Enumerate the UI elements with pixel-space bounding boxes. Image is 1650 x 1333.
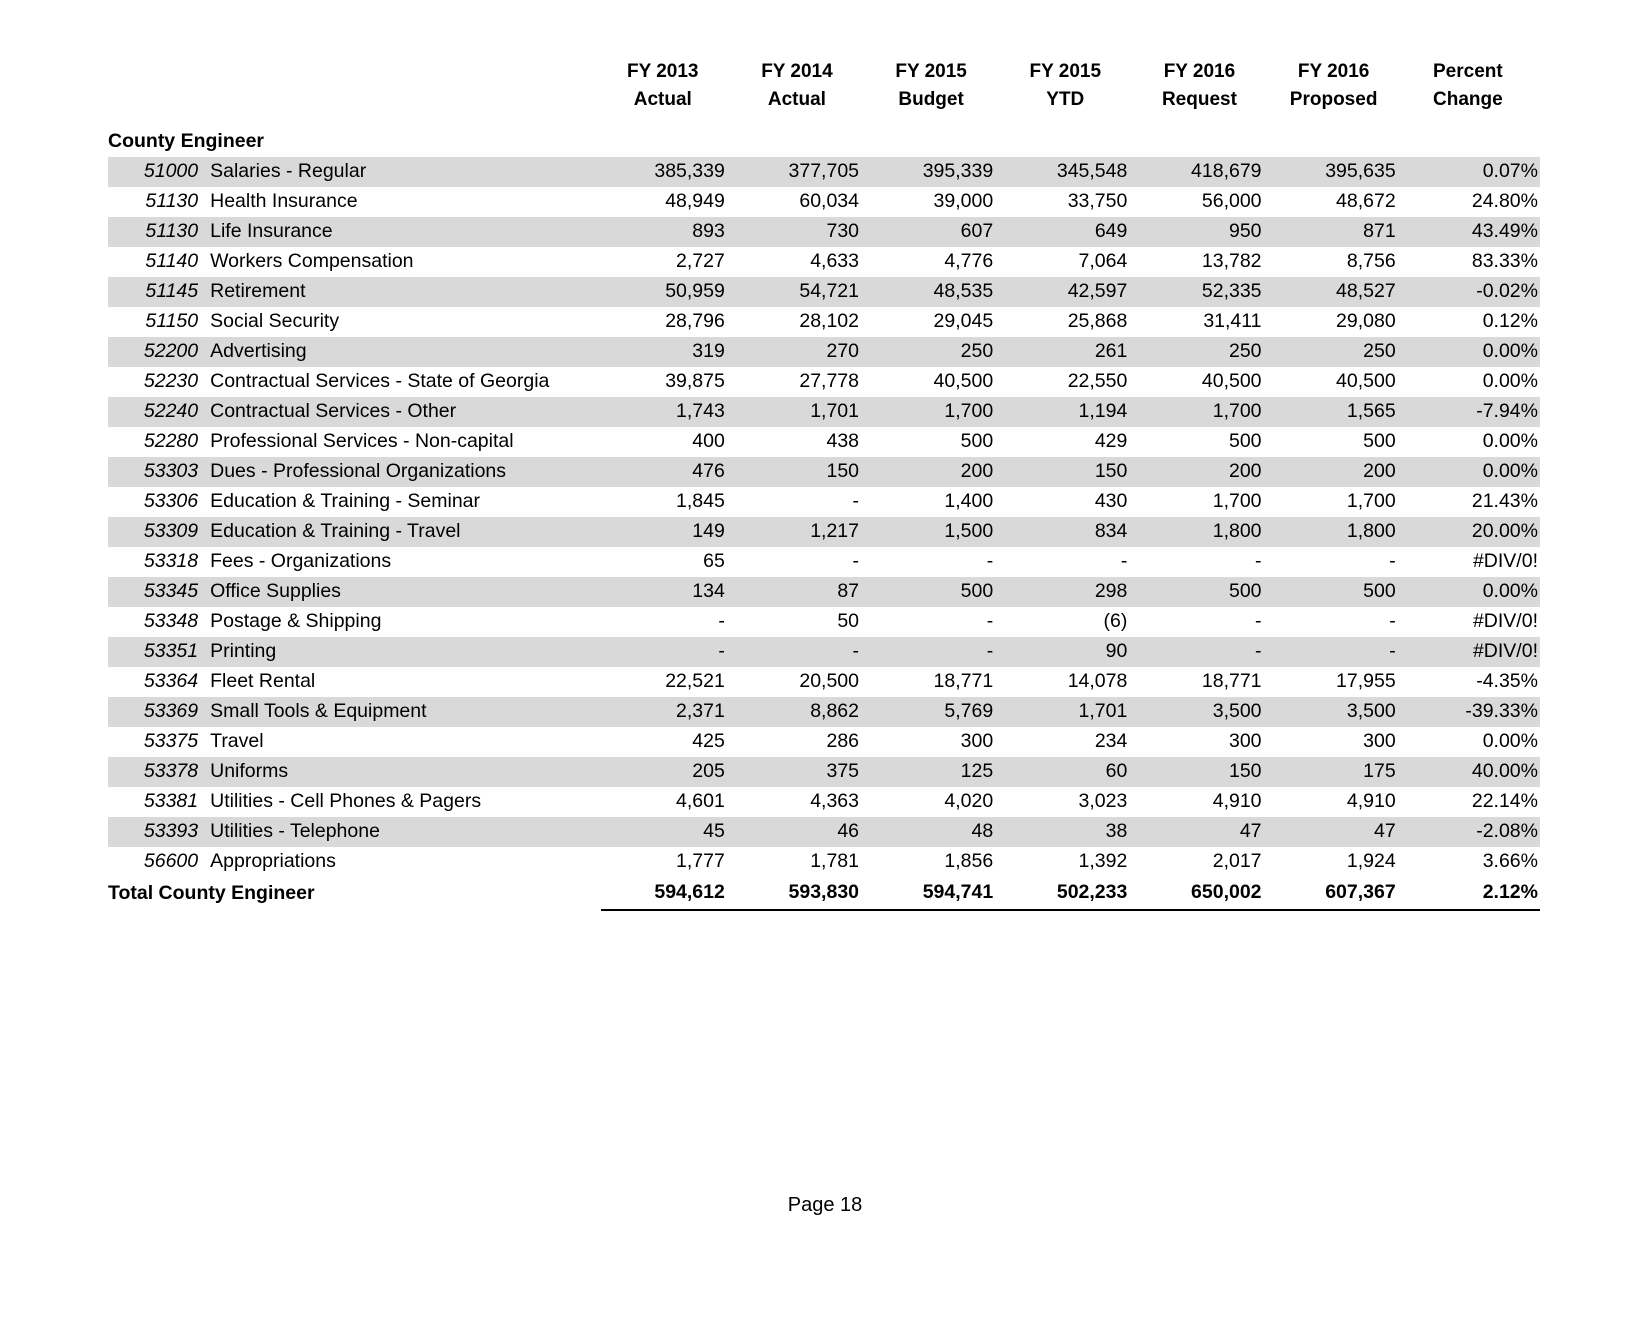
cell-fy2015-budget: 1,856 [944,850,994,873]
cell-fy2016-request: 150 [1137,757,1271,787]
cell-fy2013-actual: 22,521 [665,670,725,693]
cell-fy2015-budget: 250 [869,337,1003,367]
header-line1: FY 2015 [895,61,967,82]
total-fy2016-request: 650,002 [1137,877,1271,910]
cell-fy2015-ytd: - [1120,550,1128,573]
table-row [108,187,1540,217]
cell-fy2013-actual: 1,777 [676,850,725,873]
column-header-description [208,58,601,113]
total-fy2015-budget: 594,741 [869,877,1003,910]
account-code: 53318 [143,550,199,573]
cell-fy2016-proposed: 175 [1272,757,1406,787]
cell-fy2013-actual: 2,727 [676,250,725,273]
table-row [108,547,1540,577]
cell-fy2016-proposed: 200 [1272,457,1406,487]
table-row [108,487,1540,517]
account-description: Advertising [208,337,601,367]
cell-fy2015-ytd: 429 [1094,430,1128,453]
cell-fy2016-request: 52,335 [1137,277,1271,307]
cell-fy2015-ytd: 234 [1094,730,1128,753]
cell-fy2016-proposed: 500 [1363,430,1396,453]
account-description: Contractual Services - State of Georgia [210,370,550,393]
cell-fy2015-ytd: 42,597 [1003,277,1137,307]
table-row [108,607,1540,637]
column-header-fy2013-actual [601,58,735,113]
cell-fy2015-ytd: 1,392 [1078,850,1128,873]
header-line1: Percent [1433,61,1503,82]
cell-fy2015-ytd: 3,023 [1078,790,1128,813]
cell-percent-change: 3.66% [1482,850,1538,873]
cell-fy2015-ytd: 1,194 [1003,397,1137,427]
cell-fy2013-actual: 149 [601,517,735,547]
cell-fy2014-actual: 375 [735,757,869,787]
cell-fy2015-ytd: 649 [1003,217,1137,247]
cell-fy2015-ytd: 345,548 [1003,157,1137,187]
column-header-fy2016-request [1137,58,1271,113]
cell-percent-change: 0.00% [1482,370,1538,393]
account-code: 53306 [143,490,199,513]
cell-fy2016-request: 31,411 [1203,310,1262,333]
table-row [108,787,1540,817]
account-description: Uniforms [208,757,601,787]
cell-fy2015-ytd: 430 [1094,490,1128,513]
cell-fy2016-proposed: 29,080 [1336,310,1396,333]
cell-fy2016-proposed: 8,756 [1346,250,1396,273]
cell-fy2014-actual: 730 [735,217,869,247]
cell-percent-change: 21.43% [1471,490,1538,513]
cell-fy2016-request: 500 [1228,430,1262,453]
budget-report-page [0,58,1650,1333]
cell-fy2016-proposed: 395,635 [1272,157,1406,187]
cell-fy2013-actual: 1,845 [676,490,725,513]
page-footer: Page 18 [787,1194,863,1216]
account-description: Health Insurance [210,190,358,213]
account-description: Utilities - Cell Phones & Pagers [210,790,482,813]
header-line2: Actual [633,88,692,110]
cell-fy2016-request: 13,782 [1201,250,1262,273]
account-description: Dues - Professional Organizations [208,457,601,487]
cell-fy2014-actual: - [852,550,860,573]
cell-fy2013-actual: - [718,610,725,633]
account-code: 52200 [108,337,208,367]
table-row [108,457,1540,487]
cell-percent-change: -0.02% [1406,277,1540,307]
cell-fy2013-actual: 1,743 [601,397,735,427]
table-row [108,427,1540,457]
cell-fy2014-actual: 87 [735,577,869,607]
cell-fy2016-proposed: 40,500 [1336,370,1396,393]
account-description: Salaries - Regular [208,157,601,187]
cell-fy2013-actual: - [601,637,735,667]
cell-fy2014-actual: 150 [735,457,869,487]
cell-fy2016-proposed: 1,700 [1346,490,1396,513]
cell-fy2015-budget: 607 [869,217,1003,247]
table-row [108,577,1540,607]
cell-fy2016-request: 4,910 [1212,790,1262,813]
table-row [108,727,1540,757]
cell-fy2015-ytd: 14,078 [1067,670,1128,693]
cell-percent-change: #DIV/0! [1472,610,1538,633]
total-row [108,877,1540,910]
budget-table [108,58,1540,911]
cell-percent-change: 0.00% [1482,430,1538,453]
cell-percent-change: 0.00% [1482,730,1538,753]
column-header-fy2016-proposed [1272,58,1406,113]
table-row [108,397,1540,427]
cell-percent-change: 22.14% [1471,790,1538,813]
header-line2: YTD [1046,88,1085,110]
cell-fy2015-budget: 1,400 [944,490,994,513]
cell-fy2015-ytd: 60 [1003,757,1137,787]
cell-fy2014-actual: 4,363 [810,790,860,813]
column-header-fy2015-budget [869,58,1003,113]
column-header-fy2015-ytd [1003,58,1137,113]
cell-fy2016-request: 300 [1228,730,1262,753]
table-row [108,757,1540,787]
cell-fy2015-budget: - [869,637,1003,667]
cell-fy2015-ytd: (6) [1103,610,1128,633]
account-description: Travel [210,730,264,753]
cell-fy2016-proposed: - [1272,637,1406,667]
cell-fy2016-proposed: 3,500 [1272,697,1406,727]
cell-percent-change: -39.33% [1406,697,1540,727]
cell-fy2013-actual: 50,959 [601,277,735,307]
account-code: 51130 [145,190,199,213]
cell-fy2015-budget: 39,000 [933,190,994,213]
table-row [108,217,1540,247]
cell-fy2015-ytd: 90 [1003,637,1137,667]
cell-fy2015-ytd: 25,868 [1067,310,1128,333]
header-line1: FY 2014 [761,61,833,82]
cell-fy2014-actual: 286 [826,730,860,753]
cell-fy2013-actual: 893 [601,217,735,247]
cell-percent-change: #DIV/0! [1472,550,1538,573]
account-description: Appropriations [210,850,336,873]
column-header-fy2014-actual [735,58,869,113]
cell-fy2014-actual: 1,217 [735,517,869,547]
cell-fy2013-actual: 134 [601,577,735,607]
account-description: Workers Compensation [210,250,414,273]
cell-fy2016-proposed: 1,924 [1346,850,1396,873]
cell-fy2015-budget: 500 [960,430,994,453]
cell-fy2013-actual: 45 [601,817,735,847]
account-code: 53345 [108,577,208,607]
account-code: 51145 [108,277,208,307]
total-label: Total County Engineer [108,881,315,904]
account-description: Small Tools & Equipment [208,697,601,727]
account-description: Education & Training - Seminar [210,490,481,513]
cell-fy2015-budget: 4,776 [944,250,994,273]
cell-fy2013-actual: 319 [601,337,735,367]
account-description: Life Insurance [208,217,601,247]
cell-fy2014-actual: 20,500 [799,670,860,693]
cell-fy2015-budget: 300 [960,730,994,753]
cell-fy2015-budget: 18,771 [933,670,994,693]
cell-fy2015-budget: 40,500 [933,370,994,393]
header-line2: Request [1161,88,1237,110]
cell-fy2016-request: - [1137,637,1271,667]
cell-fy2015-budget: 395,339 [869,157,1003,187]
cell-percent-change: 0.00% [1406,577,1540,607]
cell-fy2013-actual: 205 [601,757,735,787]
cell-fy2016-request: 40,500 [1201,370,1262,393]
cell-fy2015-ytd: 834 [1003,517,1137,547]
cell-fy2013-actual: 425 [692,730,725,753]
header-line1: FY 2016 [1297,61,1370,82]
cell-fy2013-actual: 65 [703,550,725,573]
cell-fy2015-budget: 48 [869,817,1003,847]
cell-fy2016-request: 200 [1137,457,1271,487]
cell-fy2016-request: - [1255,610,1262,633]
cell-fy2014-actual: 270 [735,337,869,367]
cell-fy2015-budget: 29,045 [933,310,994,333]
cell-fy2016-request: 1,700 [1137,397,1271,427]
cell-fy2016-proposed: 500 [1272,577,1406,607]
account-description: Utilities - Telephone [208,817,601,847]
section-title-row [108,127,1540,157]
account-code: 53393 [108,817,208,847]
cell-fy2014-actual: 46 [735,817,869,847]
total-fy2016-proposed: 607,367 [1272,877,1406,910]
cell-fy2015-ytd: 38 [1003,817,1137,847]
cell-fy2015-ytd: 150 [1003,457,1137,487]
account-description: Social Security [210,310,340,333]
cell-fy2014-actual: 28,102 [799,310,860,333]
header-line1: FY 2013 [627,61,699,82]
header-line1: FY 2015 [1029,61,1102,82]
cell-fy2016-proposed: 48,672 [1336,190,1396,213]
table-row [108,247,1540,277]
header-line1: FY 2016 [1163,61,1236,82]
cell-fy2015-ytd: 33,750 [1067,190,1128,213]
cell-fy2015-ytd: 7,064 [1078,250,1128,273]
account-code: 53303 [108,457,208,487]
cell-percent-change: 24.80% [1471,190,1538,213]
column-header-percent-change [1406,58,1540,113]
table-row [108,157,1540,187]
cell-fy2015-ytd: 1,701 [1003,697,1137,727]
header-line2: Actual [767,88,826,110]
account-code: 53309 [108,517,208,547]
header-spacer [108,113,1540,127]
header-row [108,58,1540,113]
table-row [108,697,1540,727]
cell-fy2016-proposed: 300 [1363,730,1396,753]
cell-fy2014-actual: 377,705 [735,157,869,187]
account-description: Office Supplies [208,577,601,607]
cell-fy2016-proposed: 47 [1272,817,1406,847]
cell-fy2014-actual: 8,862 [735,697,869,727]
cell-fy2014-actual: 60,034 [799,190,860,213]
spacer-cell [108,113,1540,127]
account-code: 53378 [108,757,208,787]
table-row [108,667,1540,697]
table-row [108,817,1540,847]
account-code: 56600 [143,850,199,873]
cell-percent-change: 0.00% [1406,457,1540,487]
account-code: 53364 [143,670,199,693]
cell-fy2014-actual: 1,781 [810,850,860,873]
cell-fy2016-request: 250 [1137,337,1271,367]
account-description: Printing [208,637,601,667]
cell-percent-change: #DIV/0! [1406,637,1540,667]
cell-fy2016-proposed: 1,800 [1272,517,1406,547]
cell-fy2015-budget: 200 [869,457,1003,487]
column-header-account [108,58,208,113]
cell-fy2016-proposed: 250 [1272,337,1406,367]
header-line2: Budget [898,88,964,110]
cell-fy2016-proposed: - [1389,550,1396,573]
account-code: 52240 [108,397,208,427]
cell-fy2014-actual: - [852,490,860,513]
cell-fy2014-actual: 4,633 [810,250,860,273]
cell-fy2016-request: 950 [1137,217,1271,247]
cell-percent-change: -2.08% [1406,817,1540,847]
cell-fy2015-ytd: 261 [1003,337,1137,367]
cell-fy2016-proposed: 48,527 [1272,277,1406,307]
cell-fy2014-actual: 50 [837,610,860,633]
cell-fy2015-budget: 1,500 [869,517,1003,547]
cell-fy2016-proposed: 4,910 [1346,790,1396,813]
cell-fy2016-request: 2,017 [1212,850,1262,873]
cell-percent-change: -7.94% [1406,397,1540,427]
cell-fy2015-budget: 5,769 [869,697,1003,727]
cell-percent-change: 0.12% [1482,310,1538,333]
cell-fy2016-request: 56,000 [1201,190,1262,213]
cell-fy2016-request: - [1255,550,1262,573]
account-code: 53351 [108,637,208,667]
cell-fy2013-actual: 2,371 [601,697,735,727]
cell-fy2016-request: 3,500 [1137,697,1271,727]
account-code: 53348 [143,610,199,633]
table-header [108,58,1540,127]
cell-percent-change: -4.35% [1476,670,1538,693]
account-code: 53369 [108,697,208,727]
cell-fy2015-budget: 125 [869,757,1003,787]
table-row [108,637,1540,667]
cell-fy2016-request: 418,679 [1137,157,1271,187]
total-percent-change: 2.12% [1406,877,1540,910]
cell-fy2016-request: 18,771 [1201,670,1262,693]
cell-fy2014-actual: 27,778 [799,370,860,393]
cell-fy2013-actual: 400 [692,430,725,453]
account-code: 51150 [145,310,199,333]
cell-fy2015-budget: - [986,550,994,573]
table-row [108,277,1540,307]
cell-fy2016-request: 47 [1137,817,1271,847]
cell-fy2015-ytd: 298 [1003,577,1137,607]
cell-percent-change: 20.00% [1406,517,1540,547]
total-fy2013-actual: 594,612 [601,877,735,910]
account-description: Professional Services - Non-capital [210,430,514,453]
cell-fy2016-proposed: 871 [1272,217,1406,247]
cell-fy2015-budget: 48,535 [869,277,1003,307]
account-code: 51140 [145,250,199,273]
cell-fy2014-actual: 438 [826,430,860,453]
account-description: Education & Training - Travel [208,517,601,547]
cell-fy2016-proposed: 17,955 [1336,670,1396,693]
cell-fy2013-actual: 385,339 [601,157,735,187]
cell-fy2013-actual: 28,796 [665,310,725,333]
cell-fy2014-actual: 1,701 [735,397,869,427]
cell-fy2014-actual: - [735,637,869,667]
table-body [108,127,1540,910]
cell-fy2013-actual: 4,601 [676,790,725,813]
cell-percent-change: 40.00% [1406,757,1540,787]
cell-fy2016-request: 1,800 [1137,517,1271,547]
table-row [108,337,1540,367]
account-description: Retirement [208,277,601,307]
account-description: Postage & Shipping [210,610,382,633]
cell-fy2014-actual: 54,721 [735,277,869,307]
cell-fy2015-ytd: 22,550 [1067,370,1128,393]
table-row [108,367,1540,397]
section-title: County Engineer [108,130,265,153]
account-code: 53375 [143,730,199,753]
account-code: 51130 [108,217,208,247]
table-row [108,517,1540,547]
cell-fy2016-proposed: 1,565 [1272,397,1406,427]
cell-fy2016-request: 1,700 [1212,490,1262,513]
table-row [108,307,1540,337]
cell-percent-change: 0.07% [1406,157,1540,187]
account-code: 51000 [108,157,208,187]
total-fy2015-ytd: 502,233 [1003,877,1137,910]
total-fy2014-actual: 593,830 [735,877,869,910]
cell-fy2016-request: 500 [1137,577,1271,607]
cell-fy2013-actual: 48,949 [665,190,725,213]
account-description: Contractual Services - Other [208,397,601,427]
account-code: 52280 [143,430,199,453]
header-line2: Change [1433,88,1503,110]
account-code: 52230 [143,370,199,393]
cell-percent-change: 43.49% [1406,217,1540,247]
account-code: 53381 [143,790,199,813]
cell-fy2015-budget: - [986,610,994,633]
cell-fy2016-proposed: - [1389,610,1396,633]
cell-fy2015-budget: 1,700 [869,397,1003,427]
cell-fy2015-budget: 4,020 [944,790,994,813]
account-description: Fees - Organizations [210,550,392,573]
cell-percent-change: 83.33% [1471,250,1538,273]
cell-percent-change: 0.00% [1406,337,1540,367]
account-description: Fleet Rental [210,670,316,693]
cell-fy2015-budget: 500 [869,577,1003,607]
cell-fy2013-actual: 39,875 [665,370,725,393]
cell-fy2013-actual: 476 [601,457,735,487]
header-line2: Proposed [1289,88,1378,110]
table-row [108,847,1540,877]
